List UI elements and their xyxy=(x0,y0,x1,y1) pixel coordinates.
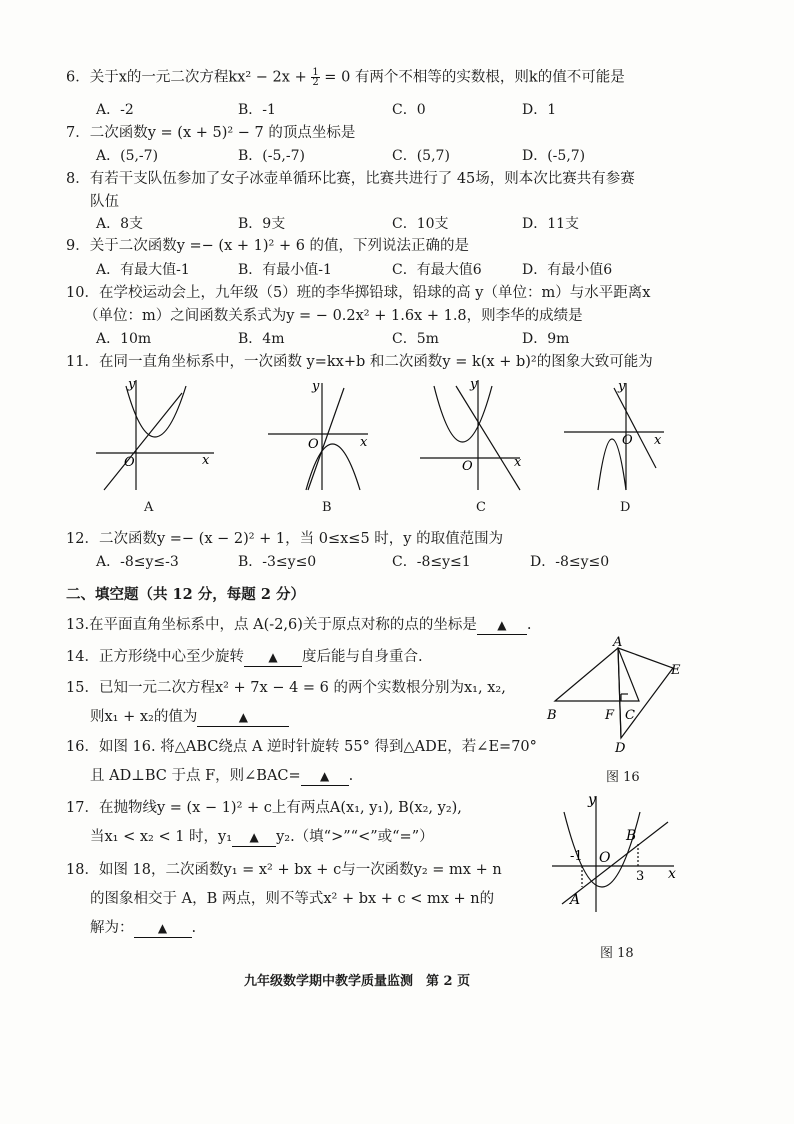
graph-a xyxy=(96,378,216,493)
graph-b-x-label: x xyxy=(360,435,368,450)
fig16-label-f: F xyxy=(605,708,615,723)
graph-c-origin: O xyxy=(462,459,473,474)
graph-d-label: D xyxy=(620,500,631,515)
figure-18 xyxy=(552,792,682,917)
triangle-abc xyxy=(555,648,639,701)
fig18-x-label: x xyxy=(668,866,676,882)
q8-option-d: D．11支 xyxy=(522,216,580,232)
question-6 xyxy=(66,68,625,87)
fig16-label-d: D xyxy=(615,741,626,756)
question-18-line3 xyxy=(90,919,196,938)
q8-option-c: C．10支 xyxy=(392,216,449,232)
question-16-stem: 16．如图 16. 将△ABC绕点 A 逆时针旋转 55° 得到△ADE，若∠E=70° xyxy=(66,739,537,755)
question-12-stem: 12．二次函数y =− (x − 2)² + 1，当 0≤x≤5 时，y 的取值范围为 xyxy=(66,531,504,547)
question-10-stem: 10．在学校运动会上，九年级（5）班的李华掷铅球，铅球的高 y（单位：m）与水平距离x xyxy=(66,285,651,301)
graph-d-origin: O xyxy=(622,433,633,448)
q17-answer-blank[interactable]: ▲ xyxy=(232,828,276,847)
question-15-stem-cont: 则x₁ + x₂的值为 xyxy=(90,709,198,725)
q9-option-c: C．有最大值6 xyxy=(392,262,482,278)
q9-option-b: B．有最小值-1 xyxy=(238,262,332,278)
q12-option-d: D．-8≤y≤0 xyxy=(530,554,610,570)
question-18-stem-cont: 的图象相交于 A，B 两点，则不等式x² + bx + c < mx + n的 xyxy=(90,891,495,907)
fraction xyxy=(311,68,319,87)
graph-a-parabola xyxy=(126,386,186,437)
question-17-stem: 17．在抛物线y = (x − 1)² + c上有两点A(x₁, y₁), B(x₂, y₂), xyxy=(66,800,462,816)
graph-c-y-label: y xyxy=(470,377,478,392)
segment-ad xyxy=(618,648,621,738)
section-2-title: 二、填空题（共 12 分，每题 2 分） xyxy=(66,586,305,603)
graph-a-origin: O xyxy=(124,455,135,470)
fig18-minus-one: -1 xyxy=(570,849,583,864)
q6-option-c: C．0 xyxy=(392,102,426,118)
graph-b xyxy=(268,378,378,493)
graph-c-parabola xyxy=(434,386,492,442)
question-9-stem: 9．关于二次函数y =− (x + 1)² + 6 的值，下列说法正确的是 xyxy=(66,238,470,254)
figure-18-caption: 图 18 xyxy=(600,946,634,961)
q13-answer-blank[interactable]: ▲ xyxy=(477,616,527,635)
question-17-stem-a: 当x₁ < x₂ < 1 时，y₁ xyxy=(90,829,233,845)
graph-b-label: B xyxy=(322,500,332,515)
fig18-y-label: y xyxy=(588,792,596,808)
triangle-ade xyxy=(618,648,673,738)
question-18-stem-cont2: 解为： xyxy=(90,920,134,936)
q18-answer-blank[interactable]: ▲ xyxy=(134,919,192,938)
q6-option-a: A．-2 xyxy=(96,102,134,118)
q7-option-c: C．(5,7) xyxy=(392,148,450,164)
figure-16-caption: 图 16 xyxy=(606,770,640,785)
graph-c xyxy=(420,378,530,493)
question-6-number: 6． xyxy=(66,69,90,86)
q14-answer-blank[interactable]: ▲ xyxy=(244,648,302,667)
question-14 xyxy=(66,648,423,667)
graph-d xyxy=(564,378,674,493)
graph-a-x-label: x xyxy=(202,453,210,468)
q10-option-a: A．10m xyxy=(96,331,152,347)
q10-option-d: D．9m xyxy=(522,331,570,347)
q7-option-d: D．(-5,7) xyxy=(522,148,586,164)
q9-option-d: D．有最小值6 xyxy=(522,262,613,278)
figure-16 xyxy=(545,635,695,758)
q13-end: . xyxy=(526,617,532,633)
fig18-three: 3 xyxy=(636,869,645,884)
q12-option-a: A．-8≤y≤-3 xyxy=(96,554,179,570)
graph-c-label: C xyxy=(476,500,486,515)
question-15-line2 xyxy=(90,708,289,727)
q15-answer-blank[interactable]: ▲ xyxy=(197,708,289,727)
fig18-point-a: A xyxy=(570,892,581,908)
q10-option-b: B．4m xyxy=(238,331,285,347)
graph-d-y-label: y xyxy=(618,379,626,394)
q16-answer-blank[interactable]: ▲ xyxy=(301,767,349,786)
fig18-origin: O xyxy=(599,850,611,866)
graph-d-x-label: x xyxy=(654,433,662,448)
fig18-point-b: B xyxy=(626,828,637,844)
fraction-numerator: 1 xyxy=(312,67,319,78)
fraction-denominator: 2 xyxy=(312,77,319,88)
question-13-stem: 13.在平面直角坐标系中，点 A(-2,6)关于原点对称的点的坐标是 xyxy=(66,617,477,633)
question-13 xyxy=(66,616,532,635)
q18-end: . xyxy=(191,920,197,936)
fig16-label-a: A xyxy=(613,635,623,650)
question-6-stem-end: = 0 有两个不相等的实数根，则k的值不可能是 xyxy=(319,69,625,86)
q12-option-c: C．-8≤y≤1 xyxy=(392,554,471,570)
question-8-stem-cont: 队伍 xyxy=(90,194,119,210)
q7-option-a: A．(5,-7) xyxy=(96,148,159,164)
q12-option-b: B．-3≤y≤0 xyxy=(238,554,317,570)
q9-option-a: A．有最大值-1 xyxy=(96,262,190,278)
graph-b-origin: O xyxy=(308,437,319,452)
q6-option-b: B．-1 xyxy=(238,102,276,118)
question-7-stem: 7．二次函数y = (x + 5)² − 7 的顶点坐标是 xyxy=(66,125,356,141)
fig16-label-b: B xyxy=(547,708,557,723)
question-14-stem: 14．正方形绕中心至少旋转 xyxy=(66,649,244,665)
question-8-stem: 8．有若干支队伍参加了女子冰壶单循环比赛，比赛共进行了 45场，则本次比赛共有参赛 xyxy=(66,171,635,187)
question-18-stem: 18．如图 18，二次函数y₁ = x² + bx + c与一次函数y₂ = mx + n xyxy=(66,862,502,878)
graph-a-line xyxy=(104,393,182,490)
graph-a-label: A xyxy=(144,500,154,515)
fig16-label-e: E xyxy=(671,663,681,678)
fig16-label-c: C xyxy=(625,708,635,723)
graph-c-x-label: x xyxy=(514,455,522,470)
q16-end: . xyxy=(348,768,354,784)
question-15-stem: 15．已知一元二次方程x² + 7x − 4 = 6 的两个实数根分别为x₁, x₂, xyxy=(66,680,506,696)
q8-option-a: A．8支 xyxy=(96,216,144,232)
question-11-stem: 11．在同一直角坐标系中，一次函数 y=kx+b 和二次函数y = k(x + b)²的图象大致可能为 xyxy=(66,354,653,370)
graph-a-y-label: y xyxy=(128,377,136,392)
graph-b-y-label: y xyxy=(312,379,320,394)
question-17-line2 xyxy=(90,828,434,847)
q14-end: 度后能与自身重合. xyxy=(301,649,423,665)
question-16-stem-cont: 且 AD⊥BC 于点 F，则∠BAC= xyxy=(90,768,301,784)
question-16-line2 xyxy=(90,767,353,786)
q8-option-b: B．9支 xyxy=(238,216,286,232)
q6-option-d: D．1 xyxy=(522,102,557,118)
question-10-stem-cont: （单位：m）之间函数关系式为y = − 0.2x² + 1.6x + 1.8，则李华的成绩是 xyxy=(84,308,583,324)
page-footer: 九年级数学期中教学质量监测 第 2 页 xyxy=(244,974,471,989)
question-17-stem-b: y₂.（填“>”“<”或“=”） xyxy=(276,829,434,845)
q7-option-b: B．(-5,-7) xyxy=(238,148,305,164)
q10-option-c: C．5m xyxy=(392,331,439,347)
question-6-stem: 关于x的一元二次方程kx² − 2x + xyxy=(89,69,312,86)
